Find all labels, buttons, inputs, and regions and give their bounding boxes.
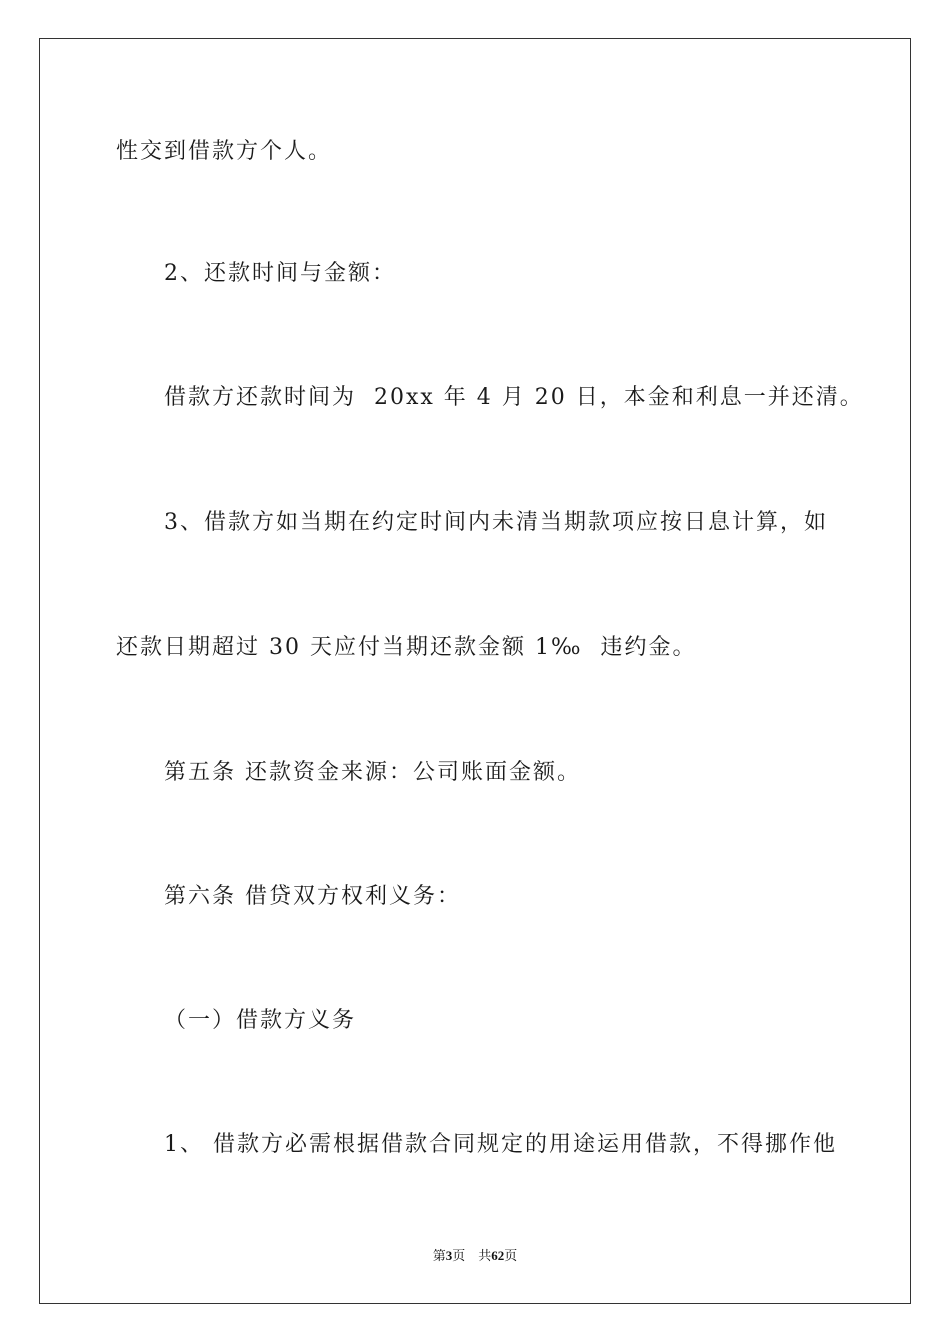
page-border	[39, 38, 911, 1304]
body-line-5: 还款日期超过 30 天应付当期还款金额 1‰ 违约金。	[116, 635, 697, 660]
body-line-4: 3、借款方如当期在约定时间内未清当期款项应按日息计算，如	[164, 510, 828, 535]
footer-total-suffix: 页	[504, 1248, 518, 1263]
body-line-3: 借款方还款时间为 20xx 年 4 月 20 日，本金和利息一并还清。	[164, 385, 864, 410]
body-line-6: 第五条 还款资金来源：公司账面金额。	[164, 760, 581, 785]
body-line-9: 1、 借款方必需根据借款合同规定的用途运用借款，不得挪作他	[164, 1132, 837, 1157]
footer-total-pages: 62	[491, 1248, 505, 1263]
body-line-2: 2、还款时间与金额：	[164, 261, 396, 286]
body-line-8: （一）借款方义务	[164, 1008, 357, 1033]
footer-page-suffix: 页	[452, 1248, 466, 1263]
footer-page-number: 3	[445, 1248, 453, 1263]
page-footer	[0, 1247, 950, 1265]
footer-page-prefix: 第	[432, 1248, 446, 1263]
footer-total-prefix: 共	[478, 1248, 492, 1263]
body-line-7: 第六条 借贷双方权利义务：	[164, 884, 461, 909]
body-line-1: 性交到借款方个人。	[116, 139, 333, 164]
